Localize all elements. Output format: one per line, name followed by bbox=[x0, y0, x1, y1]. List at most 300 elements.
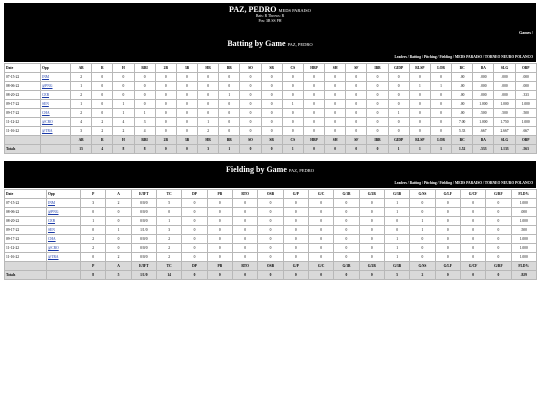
stat-cell: 1.000 bbox=[515, 118, 536, 127]
fld-subheader-row bbox=[5, 262, 537, 271]
stat-cell: 0 bbox=[460, 235, 485, 244]
total-cell: 14 bbox=[156, 271, 181, 280]
table-row bbox=[5, 226, 537, 235]
stat-cell: 2.667 bbox=[494, 127, 515, 136]
player-title bbox=[4, 3, 536, 14]
batting-header-row bbox=[5, 64, 537, 73]
stat-cell: 0 bbox=[182, 253, 207, 262]
table-row bbox=[5, 208, 537, 217]
subheader-cell: H bbox=[113, 136, 134, 145]
total-cell: 0 bbox=[460, 271, 485, 280]
stat-cell: 1.000 bbox=[511, 244, 536, 253]
opponent-link[interactable]: CEB bbox=[41, 91, 71, 100]
stat-cell: 0 bbox=[384, 226, 409, 235]
stat-cell: 1 bbox=[384, 208, 409, 217]
subheader-cell: G/3B bbox=[384, 262, 409, 271]
stat-cell: 0 bbox=[388, 73, 409, 82]
stat-cell: .500 bbox=[494, 109, 515, 118]
subheader-cell: RBI bbox=[134, 136, 155, 145]
stat-cell: .667 bbox=[515, 127, 536, 136]
stat-cell: 0 bbox=[81, 226, 106, 235]
stat-cell: 0 bbox=[219, 100, 240, 109]
total-cell: .563 bbox=[515, 145, 536, 154]
fielding-title bbox=[4, 161, 536, 174]
opponent-link[interactable]: @CRO bbox=[47, 244, 81, 253]
stat-cell: 0/0/0 bbox=[131, 244, 156, 253]
opponent-link[interactable]: INM bbox=[47, 199, 81, 208]
date-cell: 09-17-22 bbox=[5, 226, 47, 235]
stat-cell: 0 bbox=[367, 82, 388, 91]
stat-cell: 0 bbox=[261, 73, 282, 82]
fld-col-opp: Opp bbox=[47, 190, 81, 199]
stat-cell: 0 bbox=[198, 82, 219, 91]
bat-col-gidp: GIDP bbox=[388, 64, 409, 73]
stat-cell: 0 bbox=[460, 208, 485, 217]
stat-cell: 0 bbox=[367, 91, 388, 100]
stat-cell: 1 bbox=[282, 100, 303, 109]
stat-cell: 0 bbox=[283, 226, 308, 235]
total-cell: 0 bbox=[308, 271, 333, 280]
totals-label: Totals bbox=[5, 145, 41, 154]
subheader-cell: G/SS bbox=[410, 262, 435, 271]
subheader-cell: G/RF bbox=[486, 262, 511, 271]
stat-cell: 0 bbox=[346, 91, 367, 100]
stat-cell: 0 bbox=[176, 73, 197, 82]
stat-cell: 3 bbox=[156, 226, 181, 235]
stat-cell: 0 bbox=[308, 217, 333, 226]
stat-cell: 0 bbox=[92, 73, 113, 82]
date-cell: 08-06-22 bbox=[5, 208, 47, 217]
player-name: PAZ, PEDRO bbox=[229, 5, 277, 14]
total-cell: 0 bbox=[334, 271, 359, 280]
stat-cell: 0 bbox=[207, 208, 232, 217]
stat-cell: 0 bbox=[334, 199, 359, 208]
stat-cell: 0 bbox=[486, 226, 511, 235]
stat-cell: 1 bbox=[156, 217, 181, 226]
stat-cell: 0 bbox=[283, 217, 308, 226]
stat-cell: 0 bbox=[219, 127, 240, 136]
stat-cell: 0 bbox=[240, 100, 261, 109]
stat-cell: 0 bbox=[308, 199, 333, 208]
stat-cell: 0 bbox=[283, 235, 308, 244]
stat-cell: 0 bbox=[240, 118, 261, 127]
subheader-cell: E/IFT bbox=[131, 262, 156, 271]
date-cell: 08-06-22 bbox=[5, 82, 41, 91]
total-cell: 15 bbox=[71, 145, 92, 154]
table-row bbox=[5, 244, 537, 253]
stat-cell: .500 bbox=[473, 109, 494, 118]
subheader-cell: R bbox=[92, 136, 113, 145]
date-cell: 07-15-22 bbox=[5, 73, 41, 82]
opponent-link[interactable]: CEB bbox=[47, 217, 81, 226]
total-cell: 1 bbox=[409, 145, 430, 154]
stat-cell: 0 bbox=[207, 253, 232, 262]
bat-col-rbi: RBI bbox=[134, 64, 155, 73]
stat-cell: 2 bbox=[156, 235, 181, 244]
subheader-cell: CS bbox=[282, 136, 303, 145]
subheader-cell: SF bbox=[346, 136, 367, 145]
subheader-cell: DP bbox=[182, 262, 207, 271]
stat-cell: 0 bbox=[92, 100, 113, 109]
stat-cell: 0 bbox=[359, 199, 384, 208]
total-cell: 8 bbox=[134, 145, 155, 154]
stat-cell: 0 bbox=[367, 118, 388, 127]
stat-cell: 0 bbox=[283, 253, 308, 262]
total-cell: .929 bbox=[511, 271, 536, 280]
total-cell: 0 bbox=[486, 271, 511, 280]
stat-cell: 0 bbox=[435, 199, 460, 208]
stat-cell: 0 bbox=[240, 91, 261, 100]
stat-cell: 1 bbox=[384, 244, 409, 253]
fielding-title-text: Fielding by Game bbox=[226, 165, 287, 174]
bat-col-slg: SLG bbox=[494, 64, 515, 73]
subheader-cell: HBP bbox=[303, 136, 324, 145]
total-cell: 1 bbox=[430, 145, 451, 154]
stat-cell: 0 bbox=[430, 127, 451, 136]
stat-cell: 4 bbox=[113, 118, 134, 127]
stat-cell: 1 bbox=[106, 226, 131, 235]
stat-cell: 0 bbox=[198, 73, 219, 82]
stat-cell: 0 bbox=[106, 208, 131, 217]
total-cell: 1 bbox=[282, 145, 303, 154]
subheader-cell bbox=[47, 262, 81, 271]
stat-cell: 0 bbox=[240, 82, 261, 91]
date-cell: 11-16-22 bbox=[5, 253, 47, 262]
subheader-cell: HR bbox=[198, 136, 219, 145]
stat-cell: 4 bbox=[134, 127, 155, 136]
stat-cell: 0 bbox=[207, 235, 232, 244]
stat-cell: 0 bbox=[282, 73, 303, 82]
stat-cell: 0 bbox=[134, 82, 155, 91]
stat-cell: 0 bbox=[410, 199, 435, 208]
stat-cell: .000 bbox=[473, 82, 494, 91]
stat-cell: 0 bbox=[384, 217, 409, 226]
opponent-link[interactable]: @PNG bbox=[41, 82, 71, 91]
stat-cell: 0 bbox=[430, 100, 451, 109]
stat-cell: 0 bbox=[486, 253, 511, 262]
total-cell bbox=[41, 145, 71, 154]
total-cell: 0 bbox=[155, 145, 176, 154]
stat-cell: 0 bbox=[258, 199, 283, 208]
stat-cell: 0 bbox=[219, 109, 240, 118]
stat-cell: 0 bbox=[334, 235, 359, 244]
total-cell: 3 bbox=[198, 145, 219, 154]
total-cell: 0 bbox=[435, 271, 460, 280]
stat-cell: 0 bbox=[81, 253, 106, 262]
stat-cell: 0 bbox=[346, 73, 367, 82]
opponent-link[interactable]: @PNG bbox=[47, 208, 81, 217]
subheader-cell: 2B bbox=[155, 136, 176, 145]
stat-cell: .500 bbox=[511, 226, 536, 235]
stat-cell: 0 bbox=[258, 208, 283, 217]
stat-cell: 0 bbox=[409, 100, 430, 109]
bat-col-ab: AB bbox=[71, 64, 92, 73]
total-cell: 2 bbox=[410, 271, 435, 280]
bat-col-sb: SB bbox=[261, 64, 282, 73]
stat-cell: 0 bbox=[182, 244, 207, 253]
stat-cell: 0 bbox=[325, 127, 346, 136]
table-row bbox=[5, 217, 537, 226]
stat-cell: 0 bbox=[409, 109, 430, 118]
stat-cell: 4 bbox=[71, 118, 92, 127]
stat-cell: 0 bbox=[113, 82, 134, 91]
fld-col-g-ss: G/SS bbox=[410, 190, 435, 199]
stat-cell: 0 bbox=[303, 109, 324, 118]
subheader-cell: SLG bbox=[494, 136, 515, 145]
stat-cell: 0 bbox=[430, 109, 451, 118]
fielding-header-row bbox=[5, 190, 537, 199]
stat-cell: 0 bbox=[182, 235, 207, 244]
stat-cell: 0 bbox=[346, 82, 367, 91]
stat-cell: 0 bbox=[435, 235, 460, 244]
stat-cell: 0 bbox=[334, 226, 359, 235]
stat-cell: 0 bbox=[410, 208, 435, 217]
stat-cell: 1.000 bbox=[473, 118, 494, 127]
stat-cell: 0 bbox=[334, 208, 359, 217]
stat-cell: 0 bbox=[410, 235, 435, 244]
stat-cell: 0 bbox=[388, 127, 409, 136]
fld-col-fld: FLD% bbox=[511, 190, 536, 199]
stat-cell: 0 bbox=[261, 91, 282, 100]
total-cell: 5 bbox=[106, 271, 131, 280]
fielding-nav[interactable]: Leaders / Batting / Pitching / Fielding / MEDS PARAISO / TORNEO NEURO POLANCO bbox=[394, 181, 533, 185]
subheader-cell: SH bbox=[325, 136, 346, 145]
stat-cell: 0 bbox=[308, 235, 333, 244]
total-cell: 0 bbox=[176, 145, 197, 154]
stat-cell: .00 bbox=[452, 100, 473, 109]
stat-cell: 0 bbox=[240, 73, 261, 82]
subheader-cell: LOB bbox=[430, 136, 451, 145]
stat-cell: .000 bbox=[494, 91, 515, 100]
stat-cell: 0 bbox=[155, 82, 176, 91]
bat-col-hr: HR bbox=[198, 64, 219, 73]
date-cell: 11-12-22 bbox=[5, 244, 47, 253]
bat-col-bc: BC bbox=[452, 64, 473, 73]
opponent-link[interactable]: SEN bbox=[47, 226, 81, 235]
stat-cell: 0 bbox=[325, 73, 346, 82]
stat-cell: 1 bbox=[134, 109, 155, 118]
table-row bbox=[5, 100, 537, 109]
batting-nav[interactable]: Leaders / Batting / Pitching / Fielding / MEDS PARAISO / TORNEO NEURO POLANCO bbox=[394, 55, 533, 59]
stat-cell: 2 bbox=[81, 235, 106, 244]
opponent-link[interactable]: CHA bbox=[41, 109, 71, 118]
stat-cell: 2 bbox=[92, 127, 113, 136]
stat-cell: 0 bbox=[240, 127, 261, 136]
fld-totals-row bbox=[5, 271, 537, 280]
bat-col-h: H bbox=[113, 64, 134, 73]
subheader-cell: G/1B bbox=[334, 262, 359, 271]
opponent-link[interactable]: INM bbox=[41, 73, 71, 82]
bats-throws: Bats: R Throws: R bbox=[255, 14, 285, 18]
stat-cell: 0 bbox=[261, 109, 282, 118]
stat-cell: 0 bbox=[367, 127, 388, 136]
stat-cell: 0 bbox=[334, 253, 359, 262]
total-cell: .533 bbox=[473, 145, 494, 154]
stat-cell: 1 bbox=[384, 253, 409, 262]
bat-col-lob: LOB bbox=[430, 64, 451, 73]
player-header bbox=[4, 3, 536, 37]
stat-cell: .000 bbox=[494, 82, 515, 91]
games-link[interactable]: Games / bbox=[519, 30, 533, 35]
stat-cell: 0 bbox=[207, 217, 232, 226]
date-cell: 11-12-22 bbox=[5, 118, 41, 127]
stat-cell: 2 bbox=[106, 253, 131, 262]
stat-cell: 1 bbox=[113, 100, 134, 109]
stat-cell: 0 bbox=[359, 217, 384, 226]
stat-cell: 0 bbox=[308, 226, 333, 235]
stat-cell: 2 bbox=[156, 244, 181, 253]
stat-cell: 0 bbox=[409, 118, 430, 127]
stat-cell: 1 bbox=[113, 109, 134, 118]
stat-cell: 2 bbox=[156, 253, 181, 262]
opponent-link[interactable]: @TRA bbox=[41, 127, 71, 136]
stat-cell: 1.000 bbox=[511, 253, 536, 262]
stat-cell: 0 bbox=[460, 226, 485, 235]
stat-cell: 0 bbox=[346, 100, 367, 109]
fld-col-e-ift: E/IFT bbox=[131, 190, 156, 199]
stat-cell: 0 bbox=[282, 118, 303, 127]
fld-col-g-p: G/P bbox=[283, 190, 308, 199]
stat-cell: 0 bbox=[81, 208, 106, 217]
stat-cell: 0 bbox=[232, 226, 257, 235]
stat-cell: 0 bbox=[92, 91, 113, 100]
stat-cell: 0 bbox=[303, 91, 324, 100]
bat-col-bb: BB bbox=[219, 64, 240, 73]
stat-cell: .500 bbox=[515, 109, 536, 118]
subheader-cell: G/CF bbox=[460, 262, 485, 271]
batting-subtitle: PAZ, PEDRO bbox=[287, 42, 313, 47]
opponent-link[interactable]: SEN bbox=[41, 100, 71, 109]
stat-cell: 0 bbox=[155, 91, 176, 100]
stat-cell: 0 bbox=[308, 253, 333, 262]
stat-cell: 0 bbox=[359, 244, 384, 253]
stat-cell: 0 bbox=[367, 100, 388, 109]
table-row bbox=[5, 109, 537, 118]
stat-cell: 0 bbox=[156, 208, 181, 217]
fld-col-g-c: G/C bbox=[308, 190, 333, 199]
total-cell: 1.133 bbox=[494, 145, 515, 154]
stat-cell: 0 bbox=[325, 82, 346, 91]
stat-cell: 0 bbox=[283, 208, 308, 217]
stat-cell: 0 bbox=[308, 208, 333, 217]
stat-cell: 0 bbox=[155, 100, 176, 109]
stat-cell: 1.000 bbox=[473, 100, 494, 109]
table-row bbox=[5, 235, 537, 244]
stat-cell: 0 bbox=[176, 127, 197, 136]
stat-cell: 0 bbox=[367, 109, 388, 118]
opponent-link[interactable]: CHA bbox=[47, 235, 81, 244]
stat-cell: 0/0/0 bbox=[131, 253, 156, 262]
stat-cell: 0 bbox=[460, 199, 485, 208]
opponent-link[interactable]: @CRO bbox=[41, 118, 71, 127]
total-cell: 0 bbox=[283, 271, 308, 280]
stat-cell: 0 bbox=[486, 208, 511, 217]
table-row bbox=[5, 199, 537, 208]
stat-cell: 1.750 bbox=[494, 118, 515, 127]
total-cell: 1 bbox=[219, 145, 240, 154]
stat-cell: 0 bbox=[460, 217, 485, 226]
stat-cell: 0 bbox=[92, 109, 113, 118]
stat-cell: 0 bbox=[219, 73, 240, 82]
table-row bbox=[5, 127, 537, 136]
bat-col-3b: 3B bbox=[176, 64, 197, 73]
stat-cell: 0 bbox=[346, 118, 367, 127]
stat-cell: 1 bbox=[409, 82, 430, 91]
stat-cell: 0 bbox=[325, 91, 346, 100]
stat-cell: 2 bbox=[81, 244, 106, 253]
stat-cell: 0 bbox=[325, 100, 346, 109]
stat-cell: 0 bbox=[219, 118, 240, 127]
total-cell: 5 bbox=[384, 271, 409, 280]
stat-cell: 0 bbox=[388, 100, 409, 109]
total-cell: 0 bbox=[367, 145, 388, 154]
stat-cell: 0 bbox=[367, 73, 388, 82]
subheader-cell: RTO bbox=[232, 262, 257, 271]
stat-cell: 3 bbox=[134, 118, 155, 127]
totals-label: Totals bbox=[5, 271, 47, 280]
total-cell: 0 bbox=[232, 271, 257, 280]
stat-cell: 0 bbox=[258, 217, 283, 226]
stat-cell: 0 bbox=[334, 244, 359, 253]
stat-cell: 0 bbox=[282, 82, 303, 91]
stat-cell: 0 bbox=[486, 235, 511, 244]
date-cell: 08-20-22 bbox=[5, 217, 47, 226]
stat-cell: 0 bbox=[409, 91, 430, 100]
fld-col-g-2b: G/2B bbox=[359, 190, 384, 199]
fielding-nav-bar bbox=[4, 180, 536, 188]
stat-cell: 0 bbox=[198, 100, 219, 109]
stat-cell: 0 bbox=[410, 244, 435, 253]
stat-cell: 1 bbox=[410, 217, 435, 226]
stat-cell: 1 bbox=[198, 118, 219, 127]
stat-cell: .000 bbox=[511, 208, 536, 217]
subheader-cell: G/LF bbox=[435, 262, 460, 271]
stat-cell: 1 bbox=[71, 100, 92, 109]
subheader-cell: BC bbox=[452, 136, 473, 145]
total-cell: 0 bbox=[182, 271, 207, 280]
stat-cell: 1 bbox=[81, 217, 106, 226]
total-cell: 1.52 bbox=[452, 145, 473, 154]
stat-cell: 2 bbox=[71, 109, 92, 118]
positions: Pos: 3B SS PH bbox=[258, 18, 282, 23]
opponent-link[interactable]: @TRA bbox=[47, 253, 81, 262]
subheader-cell: TC bbox=[156, 262, 181, 271]
bat-subheader-row bbox=[5, 136, 537, 145]
stat-cell: 0 bbox=[261, 82, 282, 91]
stat-cell: 0 bbox=[359, 253, 384, 262]
stat-cell: 0 bbox=[261, 118, 282, 127]
stat-cell: 0 bbox=[303, 73, 324, 82]
stat-cell: 0 bbox=[155, 127, 176, 136]
stat-cell: 0 bbox=[207, 226, 232, 235]
bat-col-r: R bbox=[92, 64, 113, 73]
total-cell: 0 bbox=[346, 145, 367, 154]
stat-cell: .000 bbox=[473, 73, 494, 82]
total-cell: 8 bbox=[113, 145, 134, 154]
stat-cell: 0 bbox=[106, 235, 131, 244]
stat-cell: 0 bbox=[182, 208, 207, 217]
bat-col-cs: CS bbox=[282, 64, 303, 73]
stat-cell: 0/0/0 bbox=[131, 208, 156, 217]
stat-cell: 0 bbox=[176, 82, 197, 91]
stat-cell: 2 bbox=[71, 91, 92, 100]
fielding-subtitle: PAZ, PEDRO bbox=[288, 168, 314, 173]
stat-cell: 1 bbox=[410, 226, 435, 235]
stat-cell: 1 bbox=[430, 82, 451, 91]
stat-cell: 0 bbox=[388, 118, 409, 127]
batting-title bbox=[4, 37, 536, 48]
stat-cell: 0 bbox=[106, 217, 131, 226]
